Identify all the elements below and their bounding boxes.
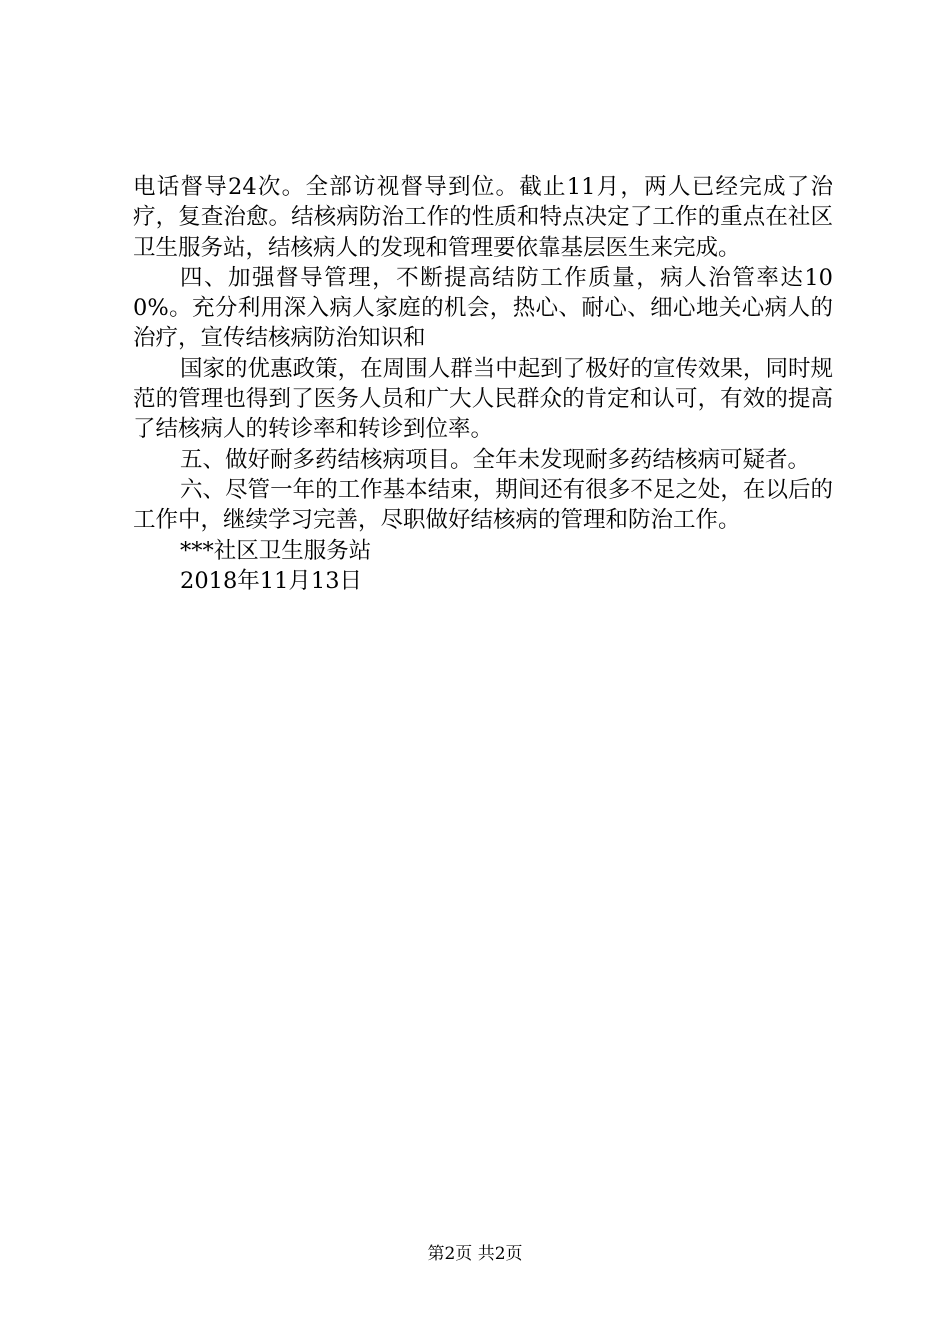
paragraph-section-five: 五、做好耐多药结核病项目。全年未发现耐多药结核病可疑者。 bbox=[180, 446, 811, 473]
paragraph-section-four-cont: 国家的优惠政策，在周围人群当中起到了极好的宣传效果，同时规范的管理也得到了医务人员和广大人民群众的肯定和认可，有效的提高了结核病人的转诊率和转诊到位率。 bbox=[133, 355, 833, 443]
page-footer: 第2页 共2页 bbox=[427, 1244, 523, 1264]
paragraph-section-six: 六、尽管一年的工作基本结束，期间还有很多不足之处，在以后的工作中，继续学习完善，尽职做好结核病的管理和防治工作。 bbox=[133, 476, 833, 534]
document-body bbox=[133, 172, 833, 596]
signature-organization: ***社区卫生服务站 bbox=[180, 537, 372, 564]
paragraph-continuation: 电话督导24次。全部访视督导到位。截止11月，两人已经完成了治疗，复查治愈。结核病防治工作的性质和特点决定了工作的重点在社区卫生服务站，结核病人的发现和管理要依靠基层医生来完成。 bbox=[133, 174, 833, 261]
paragraph-section-four: 四、加强督导管理，不断提高结防工作质量，病人治管率达100%。充分利用深入病人家庭的机会，热心、耐心、细心地关心病人的治疗，宣传结核病防治知识和 bbox=[133, 264, 833, 352]
signature-date: 2018年11月13日 bbox=[180, 567, 363, 594]
